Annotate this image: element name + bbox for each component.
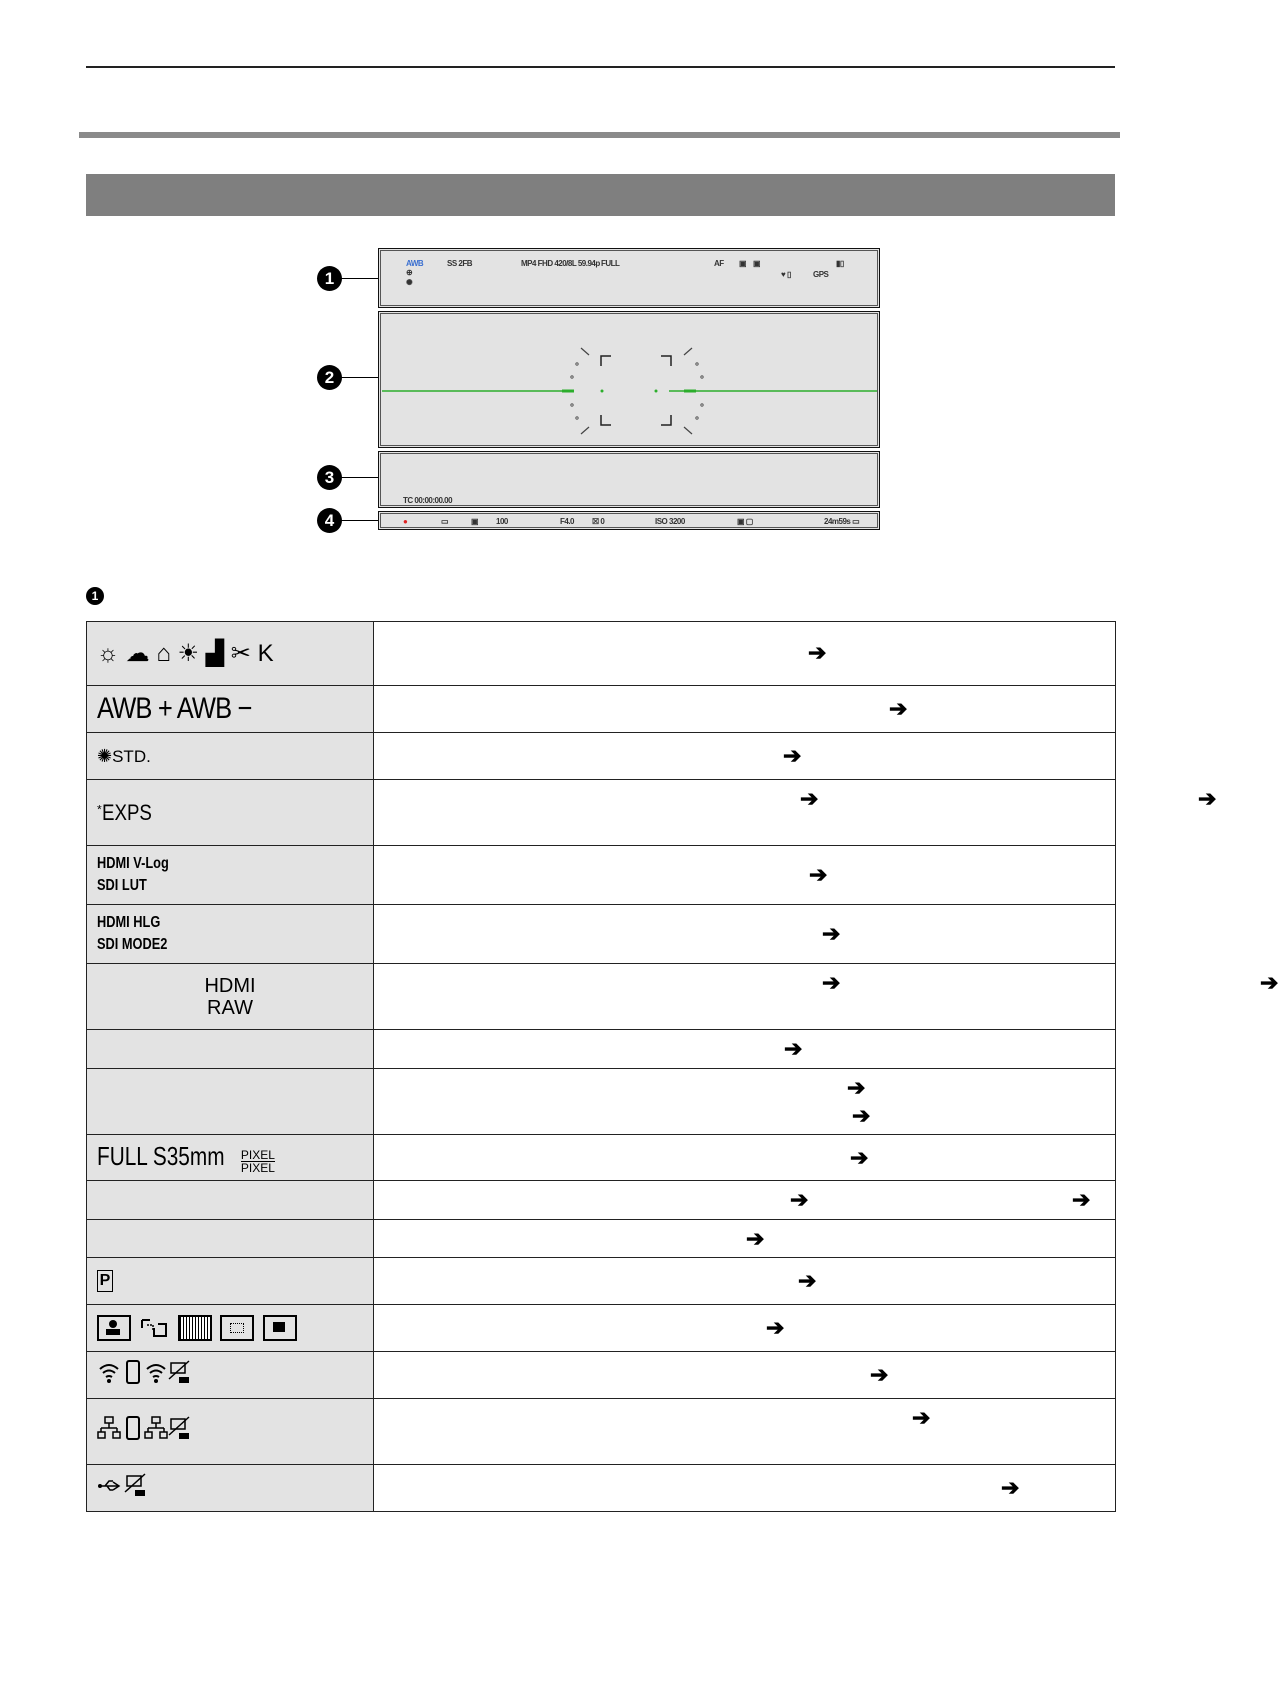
callout-line-3 [341, 477, 378, 478]
lut-line: SDI LUT [97, 877, 147, 894]
photo-style-icon: ✺ [97, 746, 113, 766]
arrow-icon: ➔ [784, 1036, 803, 1061]
arrow-icon: ➔ [746, 1226, 765, 1251]
tracking-af-icon [139, 1317, 169, 1339]
hdmi-line: HDMI [204, 974, 256, 997]
wifi-connection-icons [97, 1364, 197, 1391]
hdmi-raw-label [87, 975, 373, 1019]
desc-cell [374, 846, 1116, 905]
bottom-icon-1: ▭ [441, 517, 449, 526]
desc-cell [374, 780, 1217, 846]
icon-cell [87, 1399, 374, 1465]
arrow-icon: ➔ [850, 1145, 869, 1170]
sub-icon-1: ⊕ [406, 268, 413, 277]
table-row [87, 686, 1116, 733]
arrow-icon: ➔ [809, 862, 828, 887]
table-row [87, 1352, 1116, 1399]
zone-af-icon [220, 1315, 254, 1341]
aperture-value: F4.0 [560, 517, 575, 526]
table-row [87, 1465, 1116, 1512]
rec-format-label: MP4 FHD 420/8L 59.94p [521, 259, 600, 268]
callout-1: 1 [317, 266, 342, 291]
timecode-label: TC 00:00:00.00 [403, 496, 453, 505]
raw-line: RAW [207, 996, 253, 1019]
face-detect-af-icon [97, 1315, 131, 1341]
icon-cell [87, 1305, 374, 1352]
usb-connection-icons [97, 1477, 157, 1504]
awb-label: AWB [406, 259, 424, 268]
program-mode-icon: P [97, 1270, 113, 1292]
arrow-icon: ➔ [852, 1103, 871, 1128]
table-row [87, 780, 1116, 846]
diagram-panel-bottom [378, 511, 880, 530]
callout-3: 3 [317, 465, 342, 490]
table-row [87, 964, 1116, 1030]
section-rule [79, 132, 1120, 138]
status-icon-3: ♥ ▯ [781, 270, 791, 279]
icon-cell [87, 964, 374, 1030]
table-row [87, 622, 1116, 686]
af-label: AF [714, 259, 724, 268]
pixel-top: PIXEL [240, 1147, 275, 1162]
desc-cell [374, 1305, 1116, 1352]
desc-cell [374, 1181, 1116, 1220]
callout-4: 4 [317, 508, 342, 533]
table-row [87, 1181, 1116, 1220]
section-marker: 1 [86, 587, 104, 605]
table-row [87, 1069, 1116, 1135]
sub-icon-2: ✺ [406, 278, 413, 287]
exposure-comp-value: ☒ 0 [592, 517, 605, 526]
desc-cell [374, 1352, 1116, 1399]
status-icon-1: ▣ [739, 259, 747, 268]
arrow-icon: ➔ [1001, 1475, 1020, 1500]
icon-cell [87, 622, 374, 686]
gps-label: GPS [813, 270, 829, 279]
desc-cell [374, 1465, 1116, 1512]
arrow-icon: ➔ [889, 696, 908, 721]
icon-cell [87, 1069, 374, 1135]
arrow-icon: ➔ [847, 1075, 866, 1100]
desc-cell [374, 1135, 1116, 1181]
table-row [87, 1030, 1116, 1069]
rec-icon: ● [403, 517, 408, 526]
desc-cell [374, 1030, 1116, 1069]
arrow-icon: ➔ [822, 921, 841, 946]
remaining-time: 24m59s ▭ [824, 517, 860, 526]
arrow-icon: ➔ [1198, 786, 1217, 811]
icon-cell [87, 780, 374, 846]
icon-cell [87, 1465, 374, 1512]
callout-line-1 [341, 278, 378, 279]
arrow-icon: ➔ [800, 786, 819, 811]
arrow-icon: ➔ [790, 1187, 809, 1212]
arrow-icon: ➔ [1260, 970, 1278, 995]
pixel-label [241, 1149, 275, 1174]
arrow-icon: ➔ [783, 743, 802, 768]
icon-cell [87, 733, 374, 780]
vlog-line: HDMI V-Log [97, 855, 169, 872]
table-row [87, 1220, 1116, 1258]
sensor-mode-label: FULL S35mm [97, 1141, 225, 1172]
diagram-panel-center [378, 311, 880, 448]
exps-label: EXPS [101, 799, 152, 825]
icon-cell [87, 686, 374, 733]
section-banner [86, 174, 1115, 216]
arrow-icon: ➔ [766, 1315, 785, 1340]
white-balance-icons: ☼ ☁ ⌂ ☀ ▟ ✂ K [97, 639, 274, 667]
top-rule [86, 66, 1115, 68]
desc-cell [374, 964, 1278, 1030]
lan-connection-icons [97, 1420, 197, 1447]
table-row [87, 905, 1116, 964]
shutter-value: 100 [496, 517, 508, 526]
icon-cell [87, 905, 374, 964]
icon-cell [87, 1135, 374, 1181]
desc-cell [374, 905, 1116, 964]
table-row [87, 1258, 1116, 1305]
desc-cell [374, 1069, 1116, 1135]
desc-cell [374, 686, 1116, 733]
std-label: STD. [112, 747, 151, 766]
callout-2: 2 [317, 365, 342, 390]
vlog-lut-label [97, 853, 169, 897]
diagram-panel-top [378, 248, 880, 308]
1-area-af-icon [263, 1315, 297, 1341]
arrow-icon: ➔ [822, 970, 841, 995]
photo-style-label: SS 2FB [447, 259, 473, 268]
225-area-af-icon [178, 1315, 212, 1341]
table-row [87, 846, 1116, 905]
iso-value: ISO 3200 [655, 517, 685, 526]
mode2-line: SDI MODE2 [97, 936, 168, 953]
battery-icon: ▮▯ [836, 259, 844, 268]
icon-cell [87, 1220, 374, 1258]
table-row [87, 1135, 1116, 1181]
diagram-panel-lower [378, 451, 880, 508]
desc-cell [374, 733, 1116, 780]
status-icon-2: ▣ [753, 259, 761, 268]
desc-cell [374, 1258, 1116, 1305]
level-gauge-graphic [379, 312, 881, 449]
table-row [87, 1399, 1116, 1465]
asterisk: * [97, 802, 102, 817]
arrow-icon: ➔ [1072, 1187, 1091, 1212]
callout-line-4 [341, 520, 378, 521]
icon-cell [87, 1030, 374, 1069]
icon-table [86, 621, 1278, 1512]
desc-cell [374, 1220, 1116, 1258]
bottom-icon-2: ▣ [471, 517, 479, 526]
bottom-icon-3: ▣ ▢ [737, 517, 753, 526]
arrow-icon: ➔ [870, 1362, 889, 1387]
awb-icons: AWB + AWB − [97, 692, 252, 725]
hlg-line: HDMI HLG [97, 914, 161, 931]
arrow-icon: ➔ [808, 640, 827, 665]
hlg-mode2-label [97, 912, 167, 956]
arrow-icon: ➔ [912, 1405, 931, 1430]
icon-cell [87, 846, 374, 905]
desc-cell [374, 622, 1116, 686]
table-row [87, 733, 1116, 780]
desc-cell [374, 1399, 1116, 1465]
arrow-icon: ➔ [798, 1268, 817, 1293]
pixel-bottom: PIXEL [240, 1160, 275, 1175]
icon-cell [87, 1352, 374, 1399]
table-row [87, 1305, 1116, 1352]
screen-diagram [378, 248, 882, 532]
sensor-mode-label: FULL [601, 259, 620, 268]
icon-cell [87, 1181, 374, 1220]
callout-line-2 [341, 377, 378, 378]
icon-cell [87, 1258, 374, 1305]
